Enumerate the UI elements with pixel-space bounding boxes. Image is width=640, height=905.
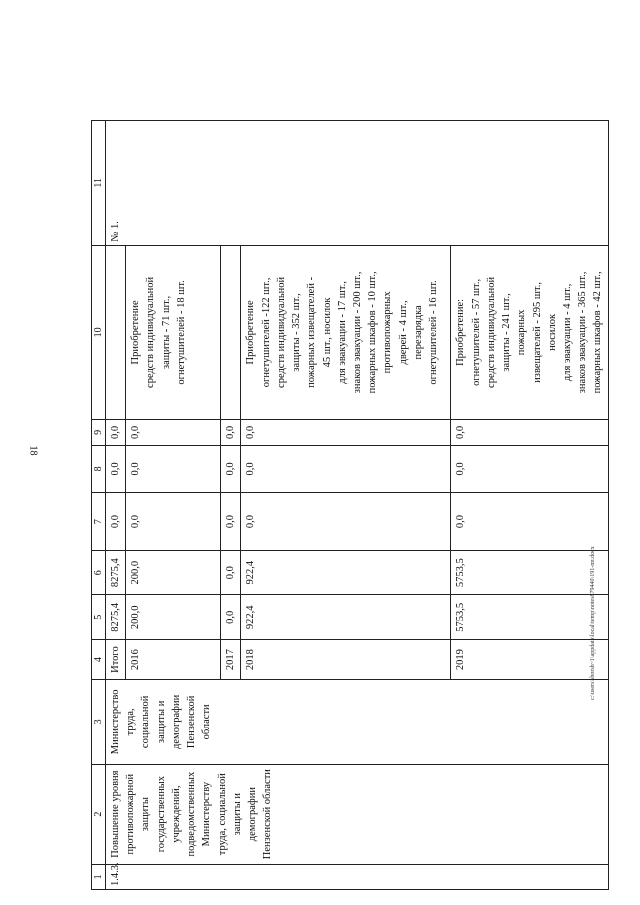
year-cell: Итого [106,640,126,680]
col-num-5: 5 [92,595,106,640]
value-c6: 200,0 [126,550,221,595]
result-cell: Приобретение средств индивидуальной защиты - 71 шт., огнетушителей - 18 шт. [126,245,221,420]
col-num-9: 9 [92,420,106,445]
file-path-footer: c:\users\sborsh~1\appdata\local\temp\notes879440\191-пп.docx [590,546,596,700]
value-c7: 0,0 [241,493,451,551]
value-c5: 200,0 [126,595,221,640]
page-number: 18 [27,445,39,456]
year-cell: 2018 [241,640,451,680]
indicator-cell: № 1. [106,121,609,246]
value-c6: 0,0 [221,550,241,595]
value-c9: 0,0 [126,420,221,445]
value-c6: 5753,5 [451,550,608,595]
program-table [91,120,609,890]
value-c7: 0,0 [221,493,241,551]
value-c7: 0,0 [126,493,221,551]
value-c8: 0,0 [451,445,608,493]
year-cell: 2016 [126,640,221,680]
col-num-1: 1 [92,864,106,889]
value-c6: 922,4 [241,550,451,595]
col-num-2: 2 [92,764,106,864]
result-cell [221,245,241,420]
value-c6: 8275,4 [106,550,126,595]
col-num-3: 3 [92,680,106,765]
value-c9: 0,0 [241,420,451,445]
value-c5: 8275,4 [106,595,126,640]
value-c7: 0,0 [451,493,608,551]
col-num-6: 6 [92,550,106,595]
value-c7: 0,0 [106,493,126,551]
result-cell: Приобретение огнетушителей -122 шт., средств индивидуальной защиты - 352 шт., пожарных извещателей - 45 шт., носилок для эвакуации - 17 шт., знаков эвакуации - 200 шт., пожарных шкафов - 10 шт., противопожарных дверей - 4 шт., перезарядка огнетушителей - 16 шт. [241,245,451,420]
col-num-10: 10 [92,245,106,420]
value-c5: 922,4 [241,595,451,640]
row-code: 1.4.3. [106,864,609,889]
value-c5: 5753,5 [451,595,608,640]
value-c8: 0,0 [241,445,451,493]
col-num-11: 11 [92,121,106,246]
year-cell: 2019 [451,640,608,680]
col-num-8: 8 [92,445,106,493]
result-cell [106,245,126,420]
value-c8: 0,0 [221,445,241,493]
value-c8: 0,0 [126,445,221,493]
column-number-row [92,121,106,890]
col-num-4: 4 [92,640,106,680]
col-num-7: 7 [92,493,106,551]
result-cell: Приобретение: огнетушителей - 57 шт., средств индивидуальной защиты - 241 шт., пожарных извещателей - 295 шт., носилок для эвакуации - 4 шт., знаков эвакуации - 365 шт., пожарных шкафов - 42 шт., [451,245,608,420]
value-c8: 0,0 [106,445,126,493]
year-cell: 2017 [221,640,241,680]
value-c9: 0,0 [221,420,241,445]
executor-cell: Министерство труда, социальной защиты и демографии Пензенской области [106,680,609,765]
table-row [106,121,126,890]
measure-cell: Повышение уровня противопожарной защиты государственных учреждений, подведомственных Министерству труда, социальной защиты и демографии Пензенской области [106,764,609,864]
value-c9: 0,0 [106,420,126,445]
value-c5: 0,0 [221,595,241,640]
value-c9: 0,0 [451,420,608,445]
